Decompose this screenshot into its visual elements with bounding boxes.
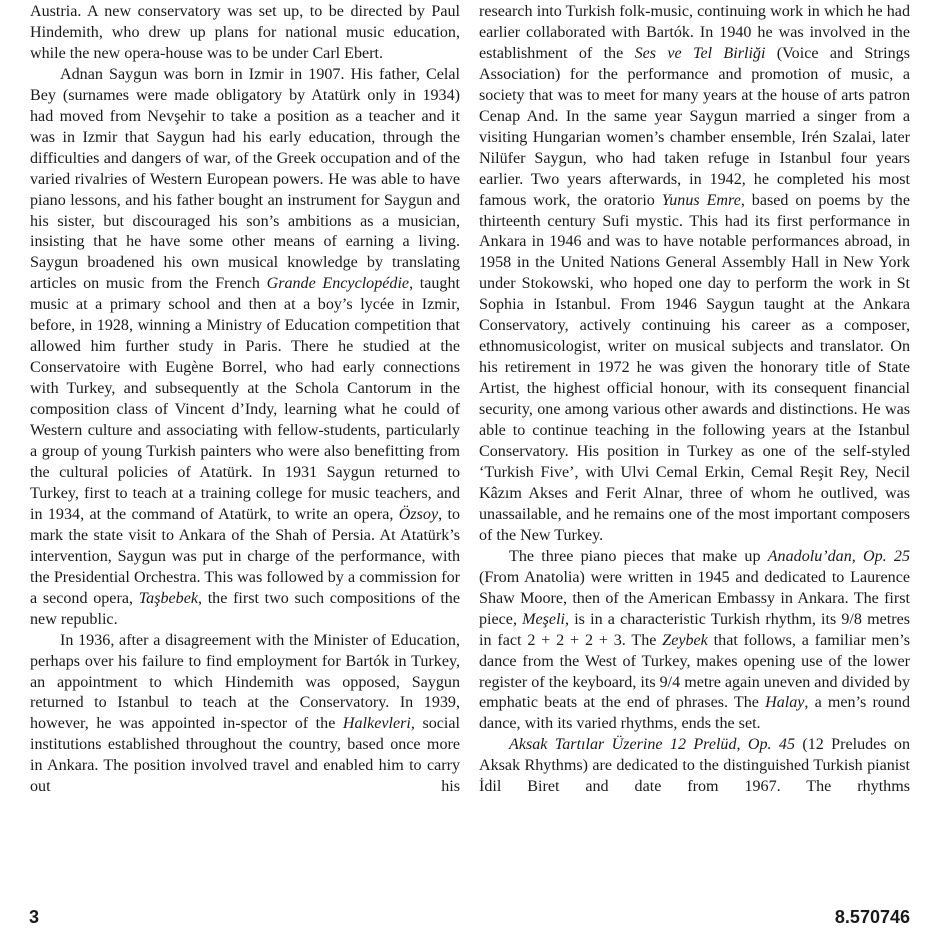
text-run: , taught music at a primary school and then at a boy’s lycée in Izmir, before, in 1928, winning a Ministry of Education competition that allowed him further study in Paris. There he studied at the Conservatoire with Eugène Borrel, who had early connections with Turkey, and subsequently at the Schola Cantorum in the composition class of Vincent d’Indy, learning what he could of Western culture and associating with fellow-students, particularly a group of young Turkish painters who were also benefitting from the cultural policies of Atatürk. In 1931 Saygun returned to Turkey, first to teach at a training college for music teachers, and in 1934, at the command of Atatürk, to write an opera, xyxy=(30,275,460,523)
italic-title: Yunus Emre xyxy=(661,191,741,209)
paragraph xyxy=(479,735,910,798)
page-number: 3 xyxy=(29,907,40,927)
italic-title: Özsoy xyxy=(398,505,439,523)
italic-title: Halay xyxy=(765,694,805,712)
italic-title: Anadolu’dan, Op. 25 xyxy=(767,547,910,565)
text-run: , based on poems by the thirteenth century Sufi mystic. This had its first performance in Ankara in 1946 and was to have notable performances abroad, in 1958 in the United Nations General Assembly Hall in New York under Stokowski, who hoped one day to perform the work in St Sophia in Istanbul. From 1946 Saygun taught at the Ankara Conservatory, actively continuing his career as a composer, ethnomusicologist, writer on musical subjects and translator. On his retirement in 1972 he was given the honorary title of State Artist, the highest official honour, with its consequent financial security, one among various other awards and distinctions. He was able to continue teaching in the following years at the Istanbul Conservatory. His position in Turkey as one of the self-styled ‘Turkish Five’, with Ulvi Cemal Erkin, Cemal Reşit Rey, Necil Kâzım Akses and Ferit Alnar, three of whom he outlived, was unassailable, and he remains one of the most important composers of the New Turkey. xyxy=(479,191,910,544)
paragraph xyxy=(30,631,460,799)
text-run: The three piano pieces that make up xyxy=(509,547,768,565)
italic-title: Taşbebek xyxy=(138,589,198,607)
left-column xyxy=(30,2,460,798)
text-run: , social institutions established throughout the country, based once more in Ankara. The position involved travel and enabled him to carry out his xyxy=(30,715,460,796)
text-run: (12 Preludes on Aksak Rhythms) are dedicated to the distinguished Turkish pianist İdil Biret and date from 1967. The rhythms xyxy=(479,736,910,796)
paragraph xyxy=(30,2,460,65)
italic-title: Meşeli xyxy=(522,610,566,628)
text-run: that follows, a familiar men’s dance from the West of Turkey, makes opening use of the lower register of the keyboard, its 9/4 metre again uneven and divided by emphatic beats at the end of phrases. The xyxy=(479,631,911,712)
text-run: , to mark the state visit to Ankara of the Shah of Persia. At Atatürk’s intervention, Saygun was put in charge of the performance, with the Presidential Orchestra. This was followed by a commission for a second opera, xyxy=(30,505,461,607)
text-run: Austria. A new conservatory was set up, to be directed by Paul Hindemith, who drew up plans for national music education, while the new opera-house was to be under Carl Ebert. xyxy=(30,3,460,62)
text-run: , a men’s round dance, with its varied rhythms, ends the set. xyxy=(479,694,910,733)
text-run: , is in a characteristic Turkish rhythm, its 9/8 metres in fact 2 + 2 + 2 + 3. The xyxy=(479,610,910,649)
paragraph xyxy=(479,2,910,547)
paragraph xyxy=(479,547,910,736)
italic-title: Zeybek xyxy=(662,631,708,649)
text-run: Adnan Saygun was born in Izmir in 1907. His father, Celal Bey (surnames were made obligatory by Atatürk only in 1934) had moved from Nevşehir to take a position as a teacher and it was in Izmir that Saygun had his early education, through the difficulties and dangers of war, of the Greek occupation and of the varied rivalries of Western European powers. He was able to have piano lessons, and his father bought an instrument for Saygun and his sister, but discouraged his son’s ambitions as a musician, insisting that he have some other means of earning a living. Saygun broadened his own musical knowledge by translating articles on music from the French xyxy=(30,65,460,293)
italic-title: Aksak Tartılar Üzerine 12 Prelüd, Op. 45 xyxy=(509,736,796,754)
catalogue-number: 8.570746 xyxy=(834,907,910,927)
italic-title: Halkevleri xyxy=(342,715,411,733)
text-run: (Voice and Strings Association) for the performance and promotion of music, a society that was to meet for many years at the house of arts patron Cenap And. In the same year Saygun married a singer from a visiting Hungarian women’s chamber ensemble, Irén Szalai, later Nilüfer Saygun, who had taken refuge in Istanbul four years earlier. Two years afterwards, in 1942, he completed his most famous work, the oratorio xyxy=(479,44,910,209)
text-run: , the first two such compositions of the new republic. xyxy=(30,589,460,628)
italic-title: Grande Encyclopédie xyxy=(266,275,410,293)
text-run: (From Anatolia) were written in 1945 and dedicated to Laurence Shaw Moore, then of the American Embassy in Ankara. The first piece, xyxy=(479,568,910,628)
text-run: research into Turkish folk-music, continuing work in which he had earlier collaborated with Bartók. In 1940 he was involved in the establishment of the xyxy=(479,3,910,62)
italic-title: Ses ve Tel Birliği xyxy=(634,44,766,62)
right-column xyxy=(479,2,910,798)
text-run: In 1936, after a disagreement with the Minister of Education, perhaps over his failure to find employment for Bartók in Turkey, an appointment to which Hindemith was opposed, Saygun returned to Istanbul to teach at the Conservatory. In 1939, however, he was appointed in-spector of the xyxy=(30,631,460,733)
paragraph xyxy=(30,65,460,631)
